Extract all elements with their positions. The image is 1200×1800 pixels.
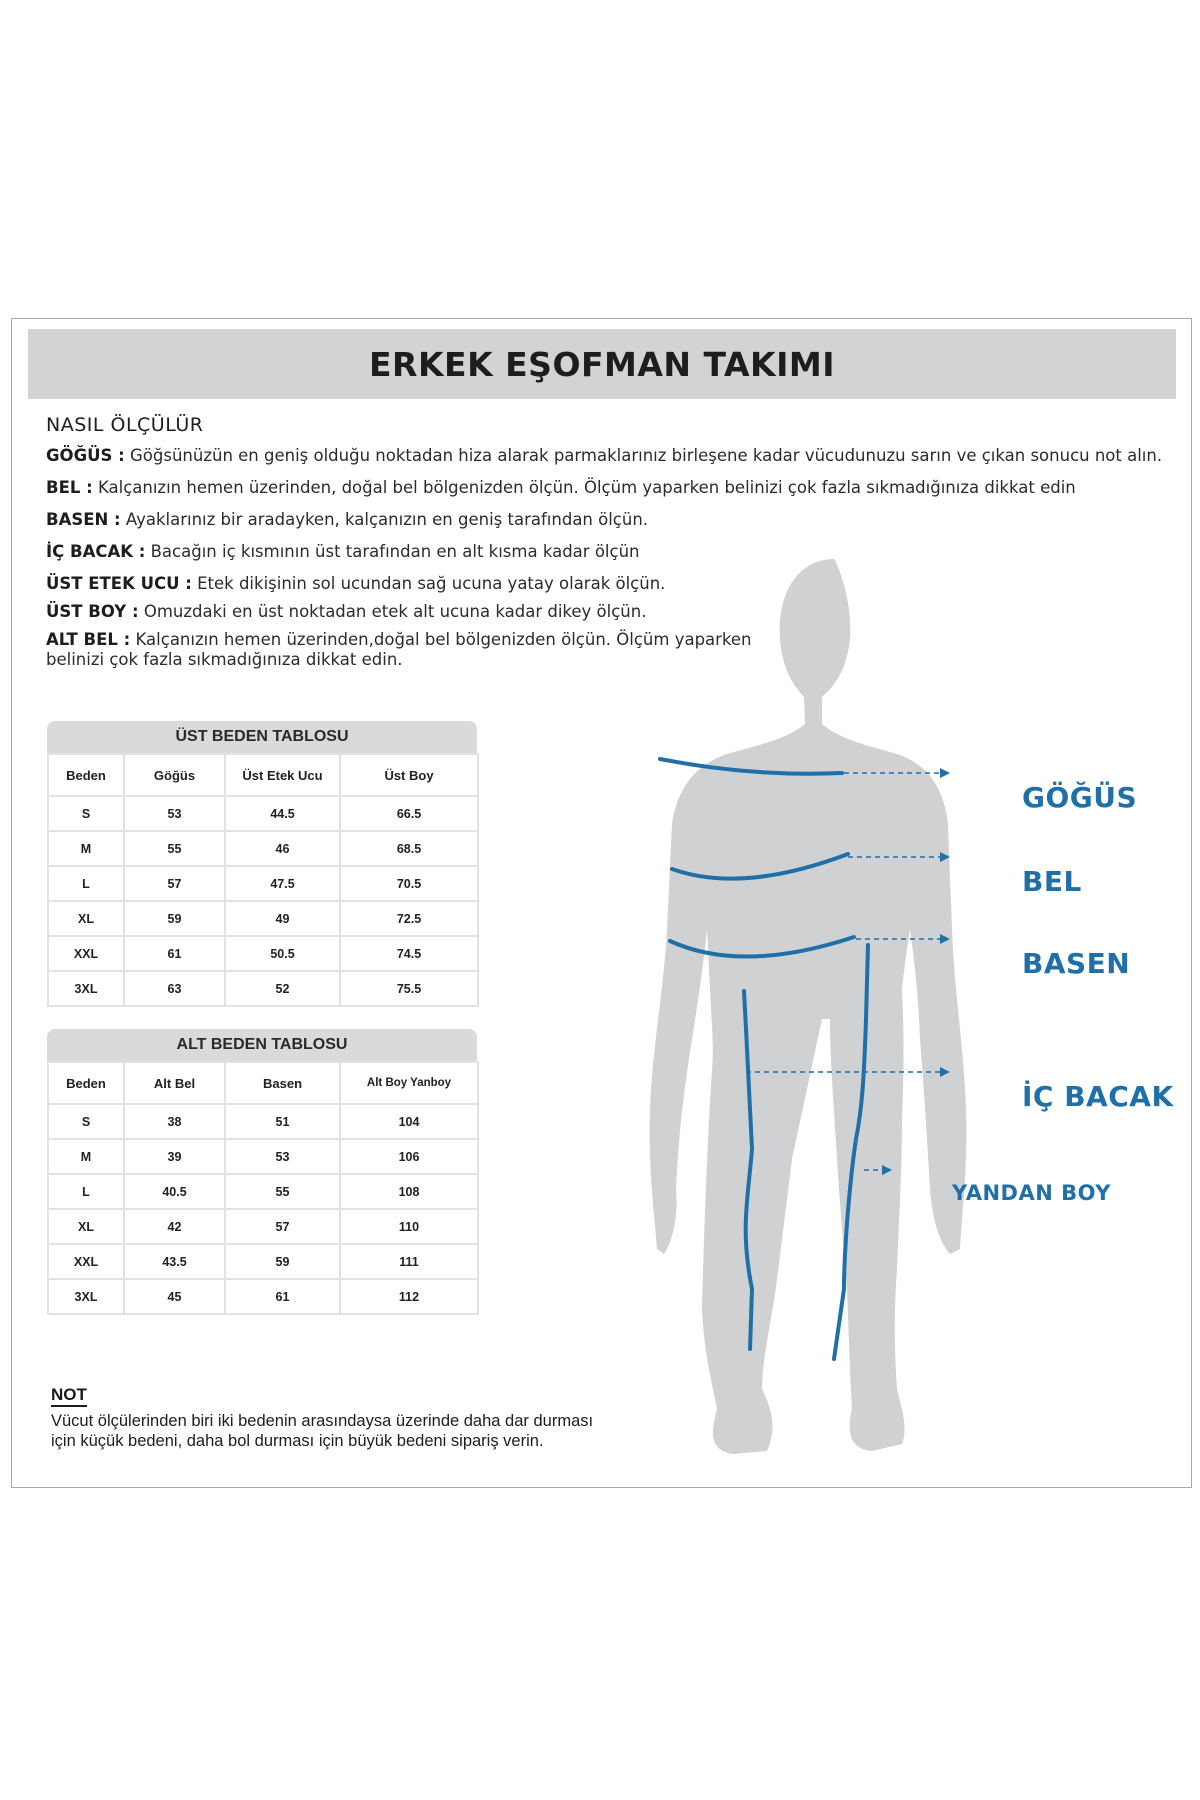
table-row <box>48 1279 478 1314</box>
table-cell: 68.5 <box>340 831 478 866</box>
table-cell: 52 <box>225 971 340 1006</box>
table-cell: 45 <box>124 1279 225 1314</box>
table-cell: XXL <box>48 936 124 971</box>
measure-item-inseam: İÇ BACAK : Bacağın iç kısmının üst tarafından en alt kısma kadar ölçün <box>46 542 640 561</box>
table-cell: 59 <box>225 1244 340 1279</box>
table-cell: S <box>48 796 124 831</box>
table-cell: 42 <box>124 1209 225 1244</box>
body-silhouette-figure <box>612 549 1192 1489</box>
table-cell: XL <box>48 1209 124 1244</box>
table-cell: 106 <box>340 1139 478 1174</box>
table-cell: 55 <box>124 831 225 866</box>
upper-size-table <box>47 721 477 1007</box>
table-cell: S <box>48 1104 124 1139</box>
title-bar <box>28 329 1176 399</box>
table-cell: 57 <box>225 1209 340 1244</box>
lower-size-table <box>47 1029 477 1315</box>
label-inseam: İÇ BACAK <box>1022 1080 1174 1113</box>
table-cell: 49 <box>225 901 340 936</box>
table-cell: 59 <box>124 901 225 936</box>
measure-item-chest: GÖĞÜS : Göğsünüzün en geniş olduğu noktadan hiza alarak parmaklarınız birleşene kadar vücudunuzu sarın ve çıkan sonucu not alın. <box>46 446 1163 465</box>
lower-table-title: ALT BEDEN TABLOSU <box>47 1029 477 1061</box>
table-row <box>48 971 478 1006</box>
table-cell: 70.5 <box>340 866 478 901</box>
size-guide-frame <box>11 318 1192 1488</box>
table-cell: M <box>48 831 124 866</box>
table-row <box>48 1209 478 1244</box>
table-cell: 110 <box>340 1209 478 1244</box>
table-cell: 50.5 <box>225 936 340 971</box>
header-cell: Üst Boy <box>340 754 478 796</box>
measure-item-waist: BEL : Kalçanızın hemen üzerinden, doğal bel bölgenizden ölçün. Ölçüm yaparken belinizi çok fazla sıkmadığınıza dikkat edin <box>46 478 1076 497</box>
note-heading: NOT <box>51 1385 87 1407</box>
header-cell: Alt Boy Yanboy <box>340 1062 478 1104</box>
upper-table-title: ÜST BEDEN TABLOSU <box>47 721 477 753</box>
table-cell: 104 <box>340 1104 478 1139</box>
table-row <box>48 1174 478 1209</box>
header-cell: Üst Etek Ucu <box>225 754 340 796</box>
page-title: ERKEK EŞOFMAN TAKIMI <box>369 344 835 384</box>
table-cell: 75.5 <box>340 971 478 1006</box>
measure-item-lower-waist: ALT BEL : Kalçanızın hemen üzerinden,doğal bel bölgenizden ölçün. Ölçüm yaparken belinizi çok fazla sıkmadığınıza dikkat edin. <box>46 630 752 669</box>
label-side-length: YANDAN BOY <box>952 1181 1111 1205</box>
table-row <box>48 1244 478 1279</box>
note <box>51 1385 651 1451</box>
body-silhouette <box>650 559 967 1454</box>
table-header-row <box>48 1062 478 1104</box>
label-chest: GÖĞÜS <box>1022 781 1138 814</box>
table-cell: 47.5 <box>225 866 340 901</box>
label-hip: BASEN <box>1022 947 1131 980</box>
table-cell: 38 <box>124 1104 225 1139</box>
table-cell: 66.5 <box>340 796 478 831</box>
header-cell: Basen <box>225 1062 340 1104</box>
table-row <box>48 1104 478 1139</box>
table-header-row <box>48 754 478 796</box>
table-cell: L <box>48 1174 124 1209</box>
table-cell: 43.5 <box>124 1244 225 1279</box>
table-cell: 63 <box>124 971 225 1006</box>
table-cell: XL <box>48 901 124 936</box>
how-to-measure-heading: NASIL ÖLÇÜLÜR <box>46 414 204 436</box>
table-cell: 111 <box>340 1244 478 1279</box>
table-cell: 112 <box>340 1279 478 1314</box>
table-cell: 46 <box>225 831 340 866</box>
header-cell: Beden <box>48 754 124 796</box>
measure-item-hem: ÜST ETEK UCU : Etek dikişinin sol ucundan sağ ucuna yatay olarak ölçün. <box>46 574 666 593</box>
table-cell: 40.5 <box>124 1174 225 1209</box>
table-row <box>48 796 478 831</box>
table-cell: 74.5 <box>340 936 478 971</box>
measure-item-top-length: ÜST BOY : Omuzdaki en üst noktadan etek alt ucuna kadar dikey ölçün. <box>46 602 647 621</box>
table-row <box>48 866 478 901</box>
table-cell: 53 <box>124 796 225 831</box>
table-row <box>48 831 478 866</box>
table-row <box>48 1139 478 1174</box>
header-cell: Göğüs <box>124 754 225 796</box>
table-cell: XXL <box>48 1244 124 1279</box>
table-cell: L <box>48 866 124 901</box>
table-cell: 53 <box>225 1139 340 1174</box>
note-text: Vücut ölçülerinden biri iki bedenin arasındaysa üzerinde daha dar durması için küçük bedeni, daha bol durması için büyük bedeni sipariş verin. <box>51 1412 594 1450</box>
table-cell: 61 <box>124 936 225 971</box>
table-cell: 72.5 <box>340 901 478 936</box>
table-cell: 55 <box>225 1174 340 1209</box>
table-cell: 3XL <box>48 1279 124 1314</box>
measure-item-hip: BASEN : Ayaklarınız bir aradayken, kalçanızın en geniş tarafından ölçün. <box>46 510 649 529</box>
header-cell: Beden <box>48 1062 124 1104</box>
table-cell: 61 <box>225 1279 340 1314</box>
table-cell: 108 <box>340 1174 478 1209</box>
table-cell: 3XL <box>48 971 124 1006</box>
table-cell: 39 <box>124 1139 225 1174</box>
table-cell: 57 <box>124 866 225 901</box>
table-cell: 44.5 <box>225 796 340 831</box>
table-cell: 51 <box>225 1104 340 1139</box>
table-row <box>48 936 478 971</box>
table-row <box>48 901 478 936</box>
table-cell: M <box>48 1139 124 1174</box>
header-cell: Alt Bel <box>124 1062 225 1104</box>
label-waist: BEL <box>1022 865 1082 898</box>
